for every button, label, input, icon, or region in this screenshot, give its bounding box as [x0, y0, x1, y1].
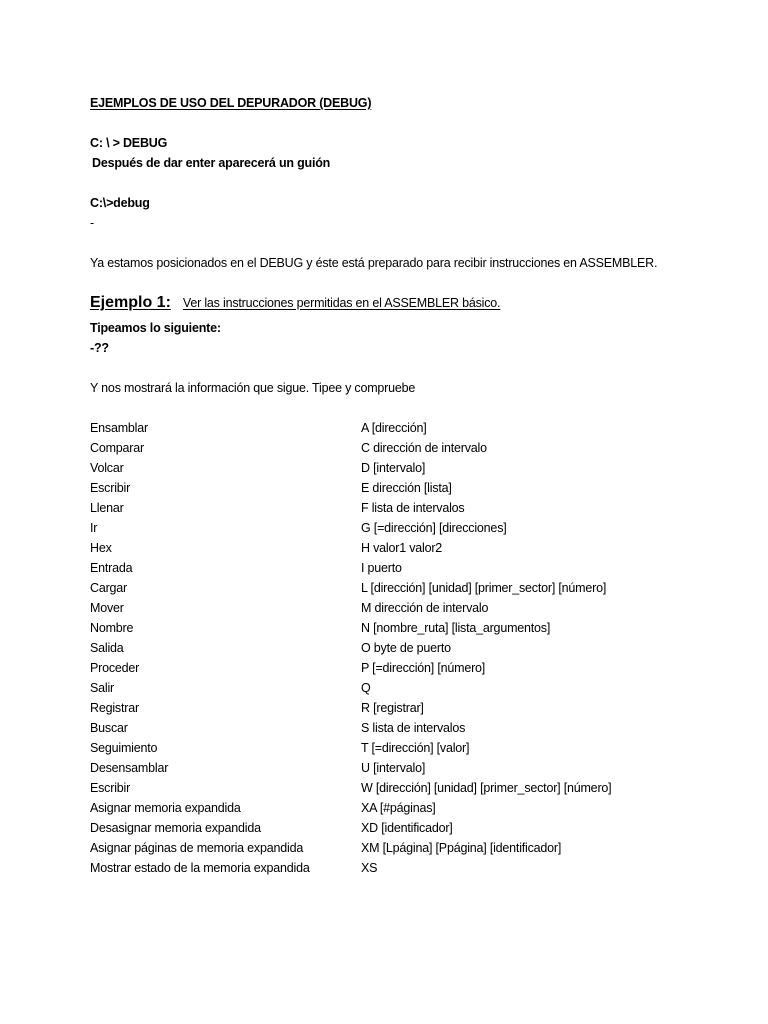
example-description: Ver las instrucciones permitidas en el ASSEMBLER básico. [182, 296, 501, 310]
table-row [90, 700, 690, 720]
command-syntax: O byte de puerto [361, 641, 451, 655]
command-name: Seguimiento [90, 741, 158, 755]
command-name: Hex [90, 541, 112, 555]
command-name: Escribir [90, 481, 131, 495]
command-syntax: S lista de intervalos [361, 721, 466, 735]
command-syntax: XD [identificador] [361, 821, 453, 835]
command-name: Volcar [90, 461, 124, 475]
command-syntax: Q [361, 681, 371, 695]
after-enter-text: Después de dar enter aparecerá un guión [92, 156, 331, 170]
command-syntax: N [nombre_ruta] [lista_argumentos] [361, 621, 551, 635]
table-row [90, 620, 690, 640]
table-row [90, 820, 690, 840]
command-name: Llenar [90, 501, 124, 515]
typed-prompt: -?? [90, 341, 109, 355]
example-heading [90, 295, 500, 311]
command-syntax: H valor1 valor2 [361, 541, 443, 555]
table-row [90, 860, 690, 880]
command-name: Desensamblar [90, 761, 169, 775]
command-name: Registrar [90, 701, 139, 715]
command-syntax: A [dirección] [361, 421, 427, 435]
command-name: Entrada [90, 561, 133, 575]
command-name: Ir [90, 521, 98, 535]
table-row [90, 580, 690, 600]
table-row [90, 780, 690, 800]
command-syntax: G [=dirección] [direcciones] [361, 521, 507, 535]
table-row [90, 600, 690, 620]
command-syntax: L [dirección] [unidad] [primer_sector] [número] [361, 581, 607, 595]
table-row [90, 520, 690, 540]
table-row [90, 540, 690, 560]
command-syntax: I puerto [361, 561, 402, 575]
command-name: Asignar páginas de memoria expandida [90, 841, 304, 855]
command-name: Nombre [90, 621, 134, 635]
command-name: Ensamblar [90, 421, 148, 435]
command-syntax: C dirección de intervalo [361, 441, 487, 455]
table-row [90, 740, 690, 760]
table-row [90, 720, 690, 740]
command-syntax: F lista de intervalos [361, 501, 465, 515]
typed-intro: Tipeamos lo siguiente: [90, 321, 221, 335]
page-title: EJEMPLOS DE USO DEL DEPURADOR (DEBUG) [90, 96, 372, 110]
table-row [90, 420, 690, 440]
table-row [90, 460, 690, 480]
command-syntax: P [=dirección] [número] [361, 661, 486, 675]
table-row [90, 480, 690, 500]
debug-command-line: C: \ > DEBUG [90, 136, 168, 150]
table-row [90, 840, 690, 860]
command-syntax: XM [Lpágina] [Ppágina] [identificador] [361, 841, 562, 855]
table-row [90, 760, 690, 780]
table-row [90, 800, 690, 820]
command-syntax: XA [#páginas] [361, 801, 436, 815]
example-label: Ejemplo 1: [90, 294, 171, 311]
table-row [90, 440, 690, 460]
command-syntax: M dirección de intervalo [361, 601, 489, 615]
table-row [90, 560, 690, 580]
command-name: Mostrar estado de la memoria expandida [90, 861, 310, 875]
command-name: Buscar [90, 721, 128, 735]
show-text: Y nos mostrará la información que sigue. Tipee y compruebe [90, 381, 416, 395]
command-name: Proceder [90, 661, 140, 675]
table-row [90, 680, 690, 700]
command-syntax: U [intervalo] [361, 761, 426, 775]
command-name: Asignar memoria expandida [90, 801, 241, 815]
commands-table [90, 420, 690, 880]
command-name: Comparar [90, 441, 144, 455]
debug-command-lowercase: C:\>debug [90, 196, 150, 210]
command-name: Escribir [90, 781, 131, 795]
table-row [90, 500, 690, 520]
command-name: Mover [90, 601, 124, 615]
command-name: Cargar [90, 581, 128, 595]
command-syntax: R [registrar] [361, 701, 424, 715]
command-syntax: T [=dirección] [valor] [361, 741, 470, 755]
command-syntax: E dirección [lista] [361, 481, 452, 495]
command-syntax: W [dirección] [unidad] [primer_sector] [número] [361, 781, 612, 795]
ready-text: Ya estamos posicionados en el DEBUG y éste está preparado para recibir instrucciones en ASSEMBLER. [90, 256, 658, 270]
table-row [90, 660, 690, 680]
table-row [90, 640, 690, 660]
command-syntax: XS [361, 861, 378, 875]
command-name: Salida [90, 641, 124, 655]
command-syntax: D [intervalo] [361, 461, 426, 475]
dash-prompt: - [90, 216, 94, 230]
command-name: Desasignar memoria expandida [90, 821, 261, 835]
command-name: Salir [90, 681, 115, 695]
